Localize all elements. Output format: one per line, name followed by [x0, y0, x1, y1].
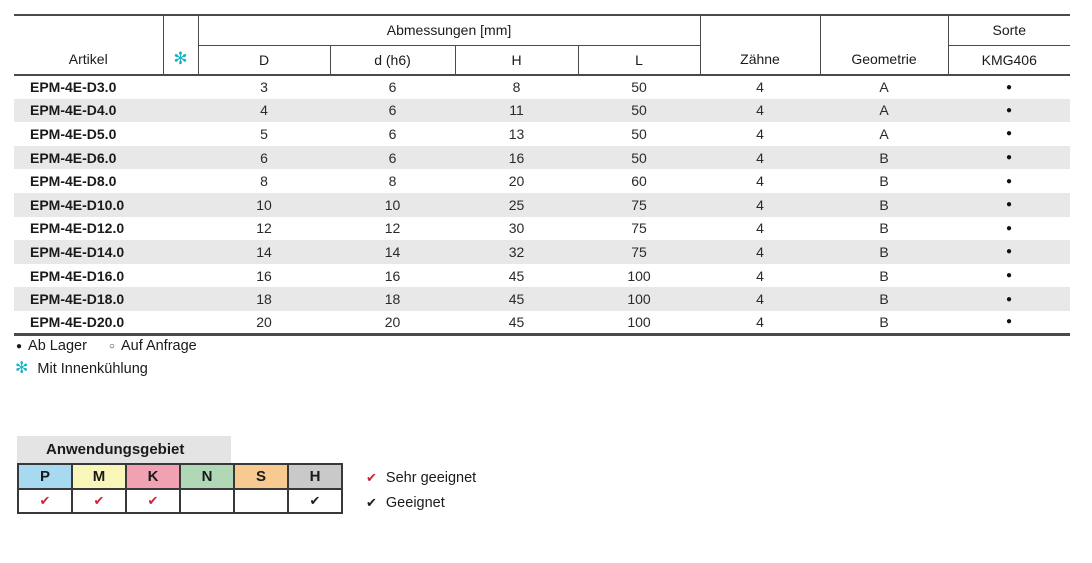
- cell-l: 100: [627, 267, 651, 284]
- cell-l: 75: [631, 196, 647, 213]
- very-suitable-label: Sehr geeignet: [385, 469, 477, 486]
- cell-zaehne: 4: [756, 149, 764, 166]
- filled-bullet-icon: ●: [16, 341, 23, 352]
- coolant-cell: [163, 193, 198, 217]
- product-row: [14, 287, 1070, 311]
- coolant-cell: [163, 146, 198, 170]
- cell-sorte: ●: [1005, 175, 1013, 187]
- cell-d-h6: 6: [388, 125, 397, 142]
- cell-sorte: ●: [1005, 222, 1013, 234]
- cell-h: 25: [508, 196, 525, 213]
- availability-legend: [16, 338, 197, 354]
- coolant-cell: [163, 99, 198, 123]
- coolant-cell: [163, 122, 198, 146]
- cell-h: 16: [508, 149, 525, 166]
- cell-h: 32: [508, 243, 525, 260]
- cell-geometrie: B: [879, 243, 889, 260]
- material-group-n: N: [180, 464, 234, 489]
- product-row: [14, 193, 1070, 217]
- cell-d: 20: [256, 313, 272, 330]
- coolant-label: Mit Innenkühlung: [37, 361, 148, 377]
- cell-artikel: EPM-4E-D20.0: [30, 313, 125, 330]
- material-group-row: [18, 464, 342, 489]
- cell-geometrie: B: [879, 149, 889, 166]
- suitability-cell-k: [126, 489, 180, 513]
- coolant-cell: [163, 264, 198, 288]
- cell-d-h6: 10: [384, 196, 401, 213]
- cell-zaehne: 4: [756, 220, 764, 237]
- ab-lager-label: Ab Lager: [28, 338, 87, 354]
- red-check-icon: ✔: [93, 493, 105, 508]
- cell-sorte: ●: [1005, 152, 1013, 164]
- cell-l: 100: [627, 313, 651, 330]
- header-abmessungen: Abmessungen [mm]: [198, 15, 700, 45]
- product-table-section: [14, 14, 1070, 336]
- cell-d-h6: 6: [388, 102, 397, 119]
- cell-d-h6: 16: [384, 267, 401, 284]
- cell-d: 10: [256, 196, 272, 213]
- cell-geometrie: A: [879, 125, 889, 142]
- cell-l: 100: [627, 291, 651, 308]
- cell-d-h6: 6: [388, 79, 397, 96]
- cell-zaehne: 4: [756, 267, 764, 284]
- coolant-cell: [163, 287, 198, 311]
- material-group-p: P: [18, 464, 72, 489]
- cell-sorte: ●: [1005, 316, 1013, 328]
- cell-h: 11: [509, 102, 524, 119]
- cell-d: 16: [256, 267, 272, 284]
- cell-sorte: ●: [1005, 199, 1013, 211]
- suitability-cell-m: [72, 489, 126, 513]
- cell-h: 13: [508, 125, 525, 142]
- suitability-row: [18, 489, 342, 513]
- red-check-icon: ✔: [366, 470, 377, 485]
- black-check-icon: ✔: [366, 495, 377, 510]
- cell-geometrie: B: [879, 173, 889, 190]
- header-d: D: [198, 45, 330, 75]
- cell-sorte: ●: [1005, 81, 1013, 93]
- cell-h: 20: [508, 173, 525, 190]
- cell-d-h6: 14: [384, 243, 401, 260]
- legend-item-very-suitable: [366, 465, 476, 490]
- header-sorte: Sorte: [948, 15, 1070, 45]
- cell-zaehne: 4: [756, 173, 764, 190]
- application-area-section: [17, 436, 343, 514]
- cell-zaehne: 4: [756, 79, 764, 96]
- cell-geometrie: B: [879, 291, 889, 308]
- cell-d: 3: [260, 79, 268, 96]
- auf-anfrage-label: Auf Anfrage: [120, 338, 197, 354]
- cell-geometrie: A: [879, 102, 889, 119]
- coolant-cell: [163, 169, 198, 193]
- cell-l: 50: [631, 149, 647, 166]
- cell-h: 45: [508, 291, 525, 308]
- cell-d-h6: 6: [388, 149, 397, 166]
- cell-sorte: ●: [1005, 104, 1013, 116]
- cell-artikel: EPM-4E-D8.0: [30, 173, 117, 190]
- cell-h: 30: [508, 220, 525, 237]
- cell-d-h6: 18: [384, 291, 401, 308]
- header-geometrie: Geometrie: [820, 15, 948, 75]
- coolant-cell: [163, 217, 198, 241]
- suitability-cell-h: [288, 489, 342, 513]
- cell-zaehne: 4: [756, 125, 764, 142]
- suitability-legend: [366, 465, 476, 515]
- cell-artikel: EPM-4E-D18.0: [30, 291, 125, 308]
- legend-item-suitable: [366, 490, 476, 515]
- cell-geometrie: B: [879, 220, 889, 237]
- black-check-icon: ✔: [309, 493, 321, 508]
- cell-zaehne: 4: [756, 196, 764, 213]
- application-area-title: Anwendungsgebiet: [17, 436, 231, 463]
- coolant-cell: [163, 311, 198, 335]
- product-rows: [14, 75, 1070, 335]
- product-row: [14, 75, 1070, 99]
- cell-d: 8: [260, 173, 268, 190]
- application-area-table: [17, 463, 343, 514]
- coolant-cell: [163, 240, 198, 264]
- cell-zaehne: 4: [756, 291, 764, 308]
- cell-artikel: EPM-4E-D14.0: [30, 243, 125, 260]
- cell-sorte: ●: [1005, 270, 1013, 282]
- red-check-icon: ✔: [147, 493, 159, 508]
- product-row: [14, 122, 1070, 146]
- suitability-cell-s: [234, 489, 288, 513]
- cell-zaehne: 4: [756, 313, 764, 330]
- cell-h: 45: [508, 267, 525, 284]
- cell-artikel: EPM-4E-D10.0: [30, 196, 125, 213]
- cell-artikel: EPM-4E-D5.0: [30, 125, 117, 142]
- cell-zaehne: 4: [756, 243, 764, 260]
- product-row: [14, 217, 1070, 241]
- header-d-h6: d (h6): [330, 45, 455, 75]
- cell-h: 8: [512, 79, 521, 96]
- cell-sorte: ●: [1005, 246, 1013, 258]
- coolant-legend: [15, 361, 148, 377]
- product-row: [14, 99, 1070, 123]
- cell-d: 5: [260, 125, 268, 142]
- cell-h: 45: [508, 313, 525, 330]
- header-kmg406: KMG406: [981, 51, 1037, 68]
- cell-geometrie: B: [879, 267, 889, 284]
- cell-d-h6: 20: [384, 313, 401, 330]
- cell-geometrie: B: [879, 196, 889, 213]
- cell-l: 50: [631, 125, 647, 142]
- cell-d: 14: [256, 243, 272, 260]
- product-row: [14, 311, 1070, 335]
- product-row: [14, 264, 1070, 288]
- product-row: [14, 169, 1070, 193]
- cell-d: 6: [260, 149, 268, 166]
- cell-d: 12: [256, 220, 272, 237]
- suitability-cell-p: [18, 489, 72, 513]
- product-row: [14, 146, 1070, 170]
- cell-l: 75: [631, 243, 647, 260]
- cell-artikel: EPM-4E-D6.0: [30, 149, 117, 166]
- header-h: H: [455, 45, 578, 75]
- product-row: [14, 240, 1070, 264]
- header-zaehne: Zähne: [700, 15, 820, 75]
- cell-l: 60: [631, 173, 647, 190]
- product-table-header: [14, 15, 1070, 75]
- product-table: [14, 14, 1070, 336]
- material-group-k: K: [126, 464, 180, 489]
- suitable-label: Geeignet: [385, 494, 445, 511]
- cell-geometrie: B: [879, 313, 889, 330]
- cell-zaehne: 4: [756, 102, 764, 119]
- cell-artikel: EPM-4E-D12.0: [30, 220, 125, 237]
- cell-d: 4: [260, 102, 268, 119]
- cell-l: 50: [631, 79, 647, 96]
- coolant-symbol-icon: ✻: [15, 360, 29, 377]
- coolant-symbol-icon: ✻: [163, 15, 198, 75]
- suitability-cell-n: [180, 489, 234, 513]
- cell-d-h6: 8: [388, 173, 397, 190]
- header-l: L: [578, 45, 700, 75]
- red-check-icon: ✔: [39, 493, 51, 508]
- open-bullet-icon: ○: [108, 341, 115, 352]
- cell-d: 18: [256, 291, 272, 308]
- cell-sorte: ●: [1005, 293, 1013, 305]
- cell-l: 75: [631, 220, 647, 237]
- coolant-cell: [163, 75, 198, 99]
- cell-geometrie: A: [879, 79, 889, 96]
- material-group-m: M: [72, 464, 126, 489]
- cell-artikel: EPM-4E-D16.0: [30, 267, 125, 284]
- header-artikel: Artikel: [68, 51, 108, 67]
- cell-artikel: EPM-4E-D4.0: [30, 102, 117, 119]
- cell-l: 50: [631, 102, 647, 119]
- material-group-s: S: [234, 464, 288, 489]
- cell-sorte: ●: [1005, 128, 1013, 140]
- cell-artikel: EPM-4E-D3.0: [30, 79, 117, 96]
- cell-d-h6: 12: [384, 220, 401, 237]
- material-group-h: H: [288, 464, 342, 489]
